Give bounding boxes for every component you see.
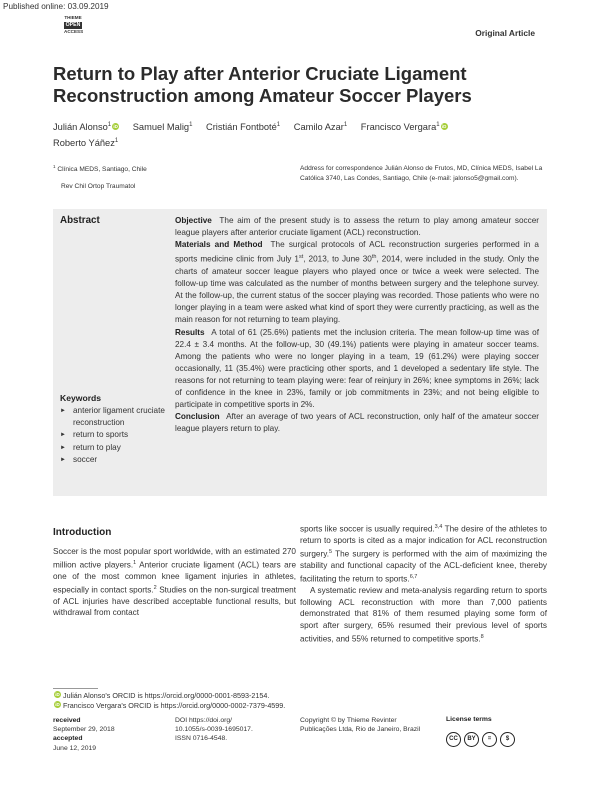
doi-block: DOI https://doi.org/ 10.1055/s-0039-1695017. ISSN 0716-4548.	[175, 717, 253, 743]
orcid-icon: iD	[55, 692, 60, 697]
license-icons	[446, 727, 518, 747]
orcid-icon: iD	[55, 702, 60, 707]
orcid-icon[interactable]: iD	[441, 124, 447, 130]
author: Cristián Fontboté$^1$	[206, 122, 281, 133]
paragraph: A systematic review and meta-analysis regarding return to sports following ACL reconstruction with more than 7,000 patients demonstrated that 81% of them resumed playing some form of sport after surgery, 65% resumed their previous level of sports activities, and 55% returned to competitive sports.$^8$	[300, 586, 547, 644]
journal-name: Rev Chil Ortop Traumatol	[61, 183, 136, 190]
footnote-divider	[53, 688, 98, 689]
keyword-item: ► soccer	[60, 454, 165, 466]
keywords-list	[60, 405, 165, 466]
footnote-orcid: iD Julián Alonso's ORCID is https://orcid.org/0000-0001-8593-2154.	[55, 691, 270, 700]
thieme-open-access-logo	[64, 16, 82, 35]
footnote-orcid: iD Francisco Vergara's ORCID is https://orcid.org/0000-0002-7379-4599.	[55, 701, 286, 710]
logo-access: ACCESS	[64, 29, 84, 35]
nd-icon[interactable]: =	[482, 732, 497, 747]
article-dates: received September 29, 2018 accepted June 12, 2019	[53, 717, 115, 752]
abstract-methods: Materials and Method The surgical protocols of ACL reconstruction surgeries performed in a sports medicine clinic from July 1st, 2013, to June 30th, 2014, were included in the study. Only the charts of amateur soccer league players who played once or twice a week were selected. The follow-up time was calculated as the number of months between surgery and the telephone survey. At the follow-up, the current status of the soccer playing was recorded. Those patients who were no longer playing in a team were asked what kind of sport they were currently practicing, as well as the main reason for not returning to team playing.	[175, 240, 539, 325]
license-label: License terms	[446, 716, 492, 723]
author: Samuel Malig$^1$	[132, 122, 193, 133]
keyword-item: ► return to sports	[60, 429, 165, 441]
article-type: Original Article	[475, 28, 535, 38]
abstract-objective: Objective The aim of the present study is to assess the return to play among amateur soccer league players after anterior cruciate ligament (ACL) reconstruction.	[175, 216, 539, 238]
cc-icon[interactable]: CC	[446, 732, 461, 747]
introduction-column-left	[53, 546, 296, 619]
keyword-item: ► anterior ligament cruciate reconstruction	[60, 405, 165, 429]
logo-publisher: THIEME	[64, 15, 82, 20]
abstract-conclusion: Conclusion After an average of two years of ACL reconstruction, only half of the amateur soccer league players return to play.	[175, 412, 539, 434]
correspondence-address: Address for correspondence Julián Alonso de Frutos, MD, Clínica MEDS, Isabel La Católica 3740, Las Condes, Santiago, Chile (e-mail: jalonso5@gmail.com).	[300, 165, 543, 182]
keyword-item: ► return to play	[60, 442, 165, 454]
logo-open: OPEN	[65, 21, 81, 28]
copyright-block: Copyright © by Thieme Revinter Publicações Ltda, Rio de Janeiro, Brazil	[300, 717, 421, 734]
paragraph: sports like soccer is usually required.$^{3,4}$ The desire of the athletes to return to sports is cited as a major indication for ACL reconstruction surgery.$^5$ The surgery is performed with the aim of maximizing the stability and functional capacity of the ACL-deficient knee, thereby facilitating the return to sports.$^{6,7}$	[300, 524, 547, 584]
author: Julián Alonso$^1$ iD	[53, 122, 118, 133]
author-list	[53, 118, 523, 150]
author: Roberto Yáñez$^1$	[53, 138, 119, 149]
keywords-heading: Keywords	[60, 393, 102, 403]
introduction-heading: Introduction	[53, 527, 112, 538]
abstract-body	[175, 215, 539, 435]
author: Camilo Azar$^1$	[293, 122, 348, 133]
nc-icon[interactable]: $	[500, 732, 515, 747]
introduction-column-right	[300, 522, 547, 645]
published-online-date: Published online: 03.09.2019	[3, 2, 109, 11]
abstract-heading: Abstract	[60, 215, 100, 226]
abstract-results: Results A total of 61 (25.6%) patients met the inclusion criteria. The mean follow-up time was of 22.4 ± 3.4 months. At the follow-up, 30 (49.1%) patients were playing in amateur soccer teams. Among the patients who were no longer playing in a team, 19 (61.2%) were playing soccer occasionally, 11 (35.4%) were practicing other sports, and 1 developed a sedentary life style. The reasons for not returning to team playing were: fear of reinjury in 26%; knee symptoms in 26%; lack of confidence in the knee in 23%, family or job commitments in 23%; and not being eligible to participate in competitive sports in 2%.	[175, 327, 539, 410]
orcid-icon[interactable]: iD	[113, 124, 118, 130]
article-title: Return to Play after Anterior Cruciate Ligament Reconstruction among Amateur Soccer Players	[53, 63, 472, 106]
author: Francisco Vergara$^1$ iD	[360, 122, 447, 133]
affiliation: $^1$ Clínica MEDS, Santiago, Chile	[53, 164, 147, 174]
paragraph: Soccer is the most popular sport worldwide, with an estimated 270 million active players.$^1$ Anterior cruciate ligament (ACL) tears are one of the most common knee ligament injuries in athletes, especially in contact sports.$^2$ Studies on the non-surgical treatment of ACL injuries have described acceptable functional results, but withdrawal from contact	[53, 547, 296, 618]
by-icon[interactable]: BY	[464, 732, 479, 747]
